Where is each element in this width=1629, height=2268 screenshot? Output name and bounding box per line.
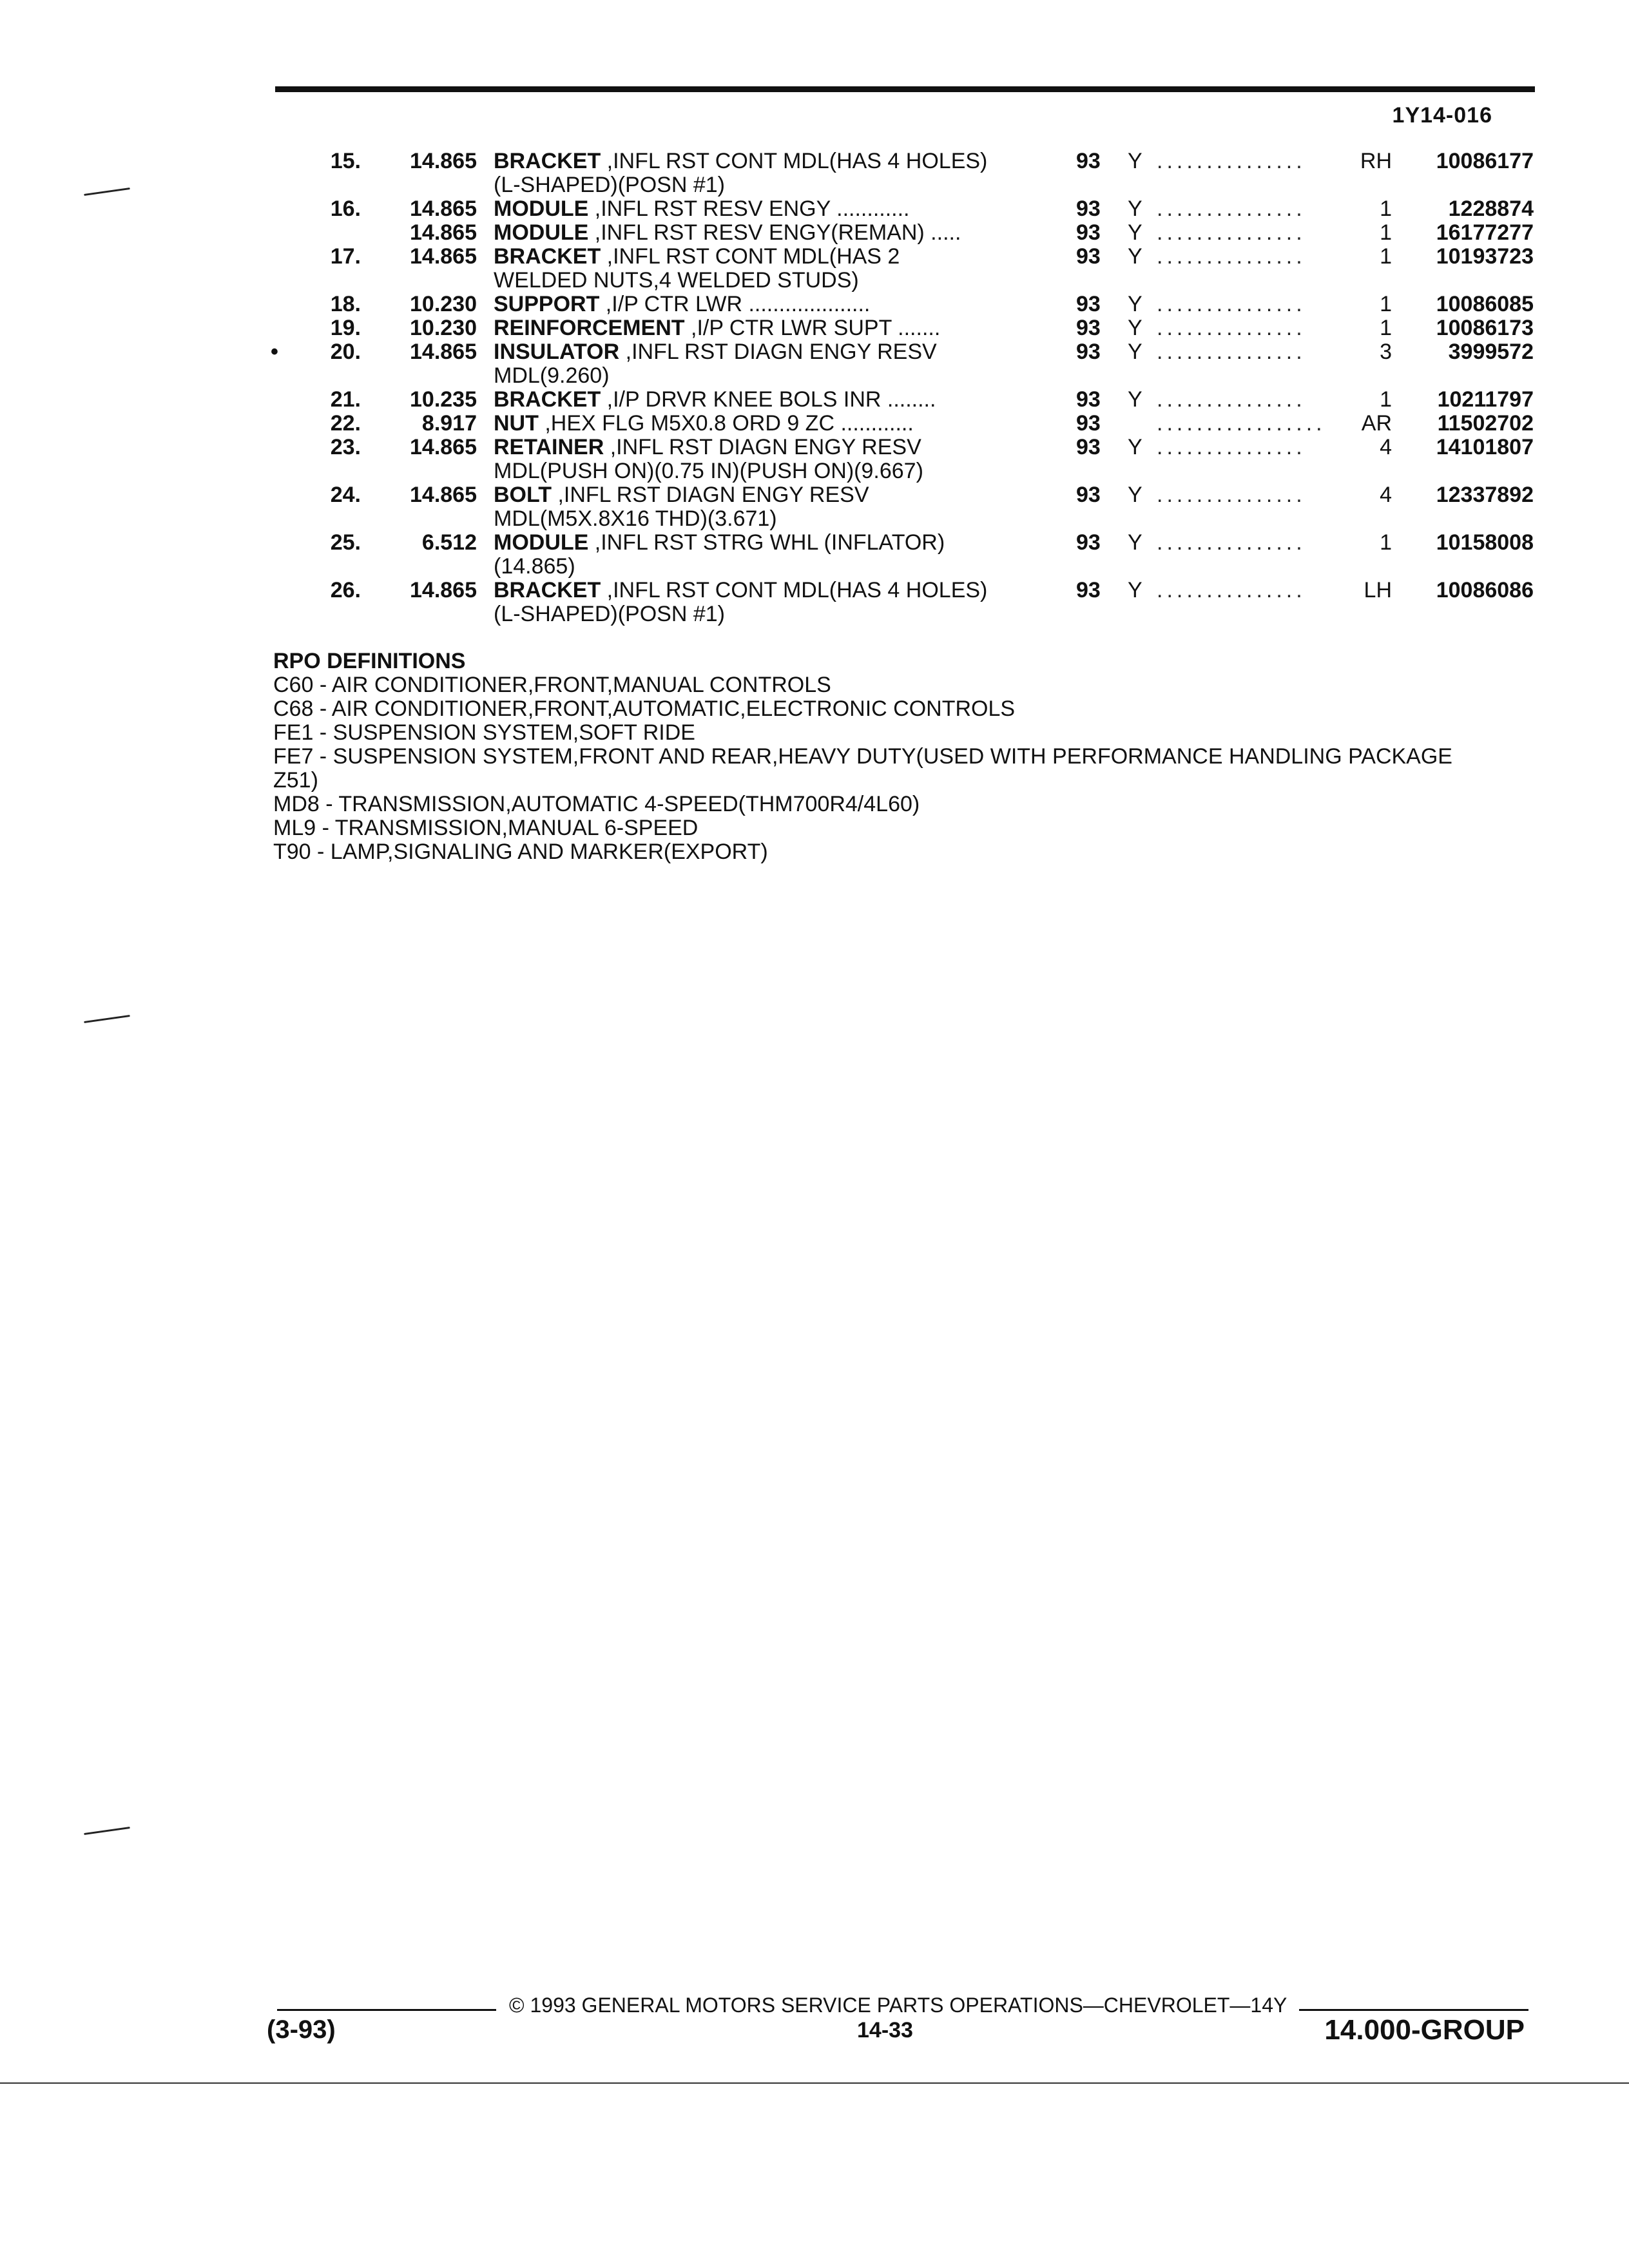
model-year: 93: [1076, 435, 1101, 459]
model-year: 93: [1076, 411, 1101, 436]
rpo-definition: FE7 - SUSPENSION SYSTEM,FRONT AND REAR,HEAVY DUTY(USED WITH PERFORMANCE HANDLING PACKAGE: [273, 744, 1452, 769]
parts-row: [284, 316, 1534, 340]
parts-row-continuation: [284, 459, 1534, 483]
group-number: 6.512: [421, 530, 477, 555]
group-number: 14.865: [410, 149, 477, 173]
part-number: 16177277: [1436, 220, 1534, 245]
footer-date: (3-93): [267, 2015, 336, 2044]
part-description: [494, 412, 1138, 436]
part-description: [494, 579, 1138, 602]
parts-row: [284, 197, 1534, 221]
quantity: 4: [1380, 483, 1392, 507]
dot-leader: ...............: [1157, 316, 1306, 340]
page-code: 1Y14-016: [1392, 103, 1492, 128]
quantity: 1: [1380, 197, 1392, 221]
part-description: [494, 340, 1138, 364]
part-detail: ,INFL RST DIAGN ENGY RESV: [619, 340, 937, 364]
parts-row: [284, 293, 1534, 316]
part-number: 10211797: [1437, 387, 1534, 412]
part-description-continued: (L-SHAPED)(POSN #1): [494, 173, 725, 197]
part-number: 10086173: [1436, 316, 1534, 340]
group-number: 10.235: [410, 387, 477, 412]
part-number: 10193723: [1436, 244, 1534, 269]
part-detail: ,I/P CTR LWR SUPT .......: [684, 316, 941, 340]
dot-leader: ...............: [1157, 197, 1306, 221]
rpo-definition: C68 - AIR CONDITIONER,FRONT,AUTOMATIC,ELECTRONIC CONTROLS: [273, 697, 1016, 721]
rpo-lines: [273, 673, 1536, 864]
y-flag: Y: [1128, 340, 1142, 364]
dot-leader: .................: [1157, 412, 1326, 436]
rpo-title: RPO DEFINITIONS: [273, 649, 466, 673]
y-flag: Y: [1128, 387, 1142, 412]
dot-leader: ...............: [1157, 245, 1306, 269]
parts-row: [284, 388, 1534, 412]
part-name: BOLT: [494, 483, 552, 507]
rpo-definition: C60 - AIR CONDITIONER,FRONT,MANUAL CONTROLS: [273, 673, 831, 697]
ref-number: 22.: [330, 411, 361, 436]
parts-row: [271, 340, 1534, 364]
part-detail: ,INFL RST CONT MDL(HAS 4 HOLES): [601, 579, 988, 602]
dot-leader: ...............: [1157, 436, 1306, 459]
ref-number: 16.: [330, 197, 361, 221]
part-name: MODULE: [494, 197, 589, 221]
part-description-continued: (14.865): [494, 555, 575, 579]
model-year: 93: [1076, 316, 1101, 340]
dot-leader: ...............: [1157, 388, 1306, 412]
parts-row: [284, 149, 1534, 173]
group-number: 10.230: [410, 292, 477, 316]
dot-leader: ...............: [1157, 579, 1306, 602]
y-flag: Y: [1128, 316, 1142, 340]
part-number: 3999572: [1448, 340, 1534, 364]
part-name: BRACKET: [494, 245, 601, 269]
parts-row-continuation: [284, 555, 1534, 579]
parts-row-continuation: [284, 269, 1534, 293]
model-year: 93: [1076, 244, 1101, 269]
ref-number: 23.: [330, 435, 361, 459]
parts-row-continuation: [284, 602, 1534, 626]
part-name: NUT: [494, 412, 539, 436]
part-description: [494, 316, 1138, 340]
part-description: [494, 531, 1138, 555]
group-number: 8.917: [421, 411, 477, 436]
footer-copyright: © 1993 GENERAL MOTORS SERVICE PARTS OPERATIONS—CHEVROLET—14Y: [509, 1994, 1287, 2017]
part-detail: ,INFL RST RESV ENGY ............: [588, 197, 910, 221]
ref-number: 20.: [330, 340, 361, 364]
quantity: RH: [1360, 149, 1392, 173]
header-rule: [275, 86, 1535, 92]
group-number: 14.865: [410, 244, 477, 269]
group-number: 14.865: [410, 578, 477, 602]
parts-row: [284, 221, 1534, 245]
part-detail: ,I/P DRVR KNEE BOLS INR ........: [601, 388, 936, 412]
model-year: 93: [1076, 578, 1101, 602]
ref-number: 25.: [330, 530, 361, 555]
dot-leader: ...............: [1157, 483, 1306, 507]
binder-hole-mark: [84, 1827, 130, 1835]
dot-leader: ...............: [1157, 293, 1306, 316]
group-number: 14.865: [410, 220, 477, 245]
y-flag: Y: [1128, 483, 1142, 507]
scan-edge-line: [0, 2082, 1629, 2084]
y-flag: Y: [1128, 197, 1142, 221]
dot-leader: ...............: [1157, 340, 1306, 364]
group-number: 14.865: [410, 340, 477, 364]
part-detail: ,INFL RST RESV ENGY(REMAN) .....: [588, 221, 961, 245]
ref-number: 19.: [330, 316, 361, 340]
quantity: 1: [1380, 220, 1392, 245]
ref-number: 15.: [330, 149, 361, 173]
part-detail: ,HEX FLG M5X0.8 ORD 9 ZC ............: [538, 412, 914, 436]
part-description-continued: (L-SHAPED)(POSN #1): [494, 602, 725, 626]
part-description: [494, 388, 1138, 412]
quantity: LH: [1364, 578, 1392, 602]
part-description: [494, 245, 1138, 269]
parts-row-continuation: [284, 364, 1534, 388]
quantity: 1: [1380, 530, 1392, 555]
part-name: SUPPORT: [494, 293, 600, 316]
part-description-continued: MDL(PUSH ON)(0.75 IN)(PUSH ON)(9.667): [494, 459, 923, 483]
quantity: 1: [1380, 292, 1392, 316]
y-flag: Y: [1128, 292, 1142, 316]
dot-leader: ...............: [1157, 221, 1306, 245]
quantity: 1: [1380, 387, 1392, 412]
part-number: 11502702: [1437, 411, 1534, 436]
part-description: [494, 436, 1138, 459]
quantity: AR: [1361, 411, 1392, 436]
part-number: 10086177: [1436, 149, 1534, 173]
part-detail: ,INFL RST DIAGN ENGY RESV: [552, 483, 869, 507]
dot-leader: ...............: [1157, 531, 1306, 555]
part-number: 1228874: [1448, 197, 1534, 221]
part-number: 10158008: [1436, 530, 1534, 555]
part-description: [494, 293, 1138, 316]
ref-number: 18.: [330, 292, 361, 316]
parts-list: [271, 149, 1534, 626]
part-name: REINFORCEMENT: [494, 316, 685, 340]
rpo-definition: T90 - LAMP,SIGNALING AND MARKER(EXPORT): [273, 840, 768, 864]
y-flag: Y: [1128, 435, 1142, 459]
parts-row: [284, 436, 1534, 459]
part-detail: ,INFL RST CONT MDL(HAS 2: [601, 245, 900, 269]
part-number: 10086086: [1436, 578, 1534, 602]
row-marker: •: [271, 340, 278, 364]
y-flag: Y: [1128, 244, 1142, 269]
quantity: 1: [1380, 316, 1392, 340]
model-year: 93: [1076, 387, 1101, 412]
binder-hole-mark: [84, 187, 130, 196]
part-name: INSULATOR: [494, 340, 620, 364]
ref-number: 17.: [330, 244, 361, 269]
part-description-continued: WELDED NUTS,4 WELDED STUDS): [494, 269, 859, 293]
part-detail: ,INFL RST STRG WHL (INFLATOR): [588, 531, 945, 555]
part-name: BRACKET: [494, 388, 601, 412]
group-number: 14.865: [410, 483, 477, 507]
part-name: RETAINER: [494, 436, 604, 459]
model-year: 93: [1076, 530, 1101, 555]
part-description-continued: MDL(9.260): [494, 364, 610, 388]
part-name: BRACKET: [494, 149, 601, 173]
parts-row: [284, 483, 1534, 507]
page-number: 14-33: [857, 2018, 913, 2042]
model-year: 93: [1076, 292, 1101, 316]
part-detail: ,I/P CTR LWR ....................: [599, 293, 871, 316]
model-year: 93: [1076, 197, 1101, 221]
part-number: 14101807: [1436, 435, 1534, 459]
group-number: 10.230: [410, 316, 477, 340]
parts-row: [284, 531, 1534, 555]
y-flag: Y: [1128, 220, 1142, 245]
parts-row: [284, 412, 1534, 436]
y-flag: Y: [1128, 530, 1142, 555]
part-description: [494, 221, 1138, 245]
rpo-definition: ML9 - TRANSMISSION,MANUAL 6-SPEED: [273, 816, 699, 840]
quantity: 1: [1380, 244, 1392, 269]
part-description: [494, 197, 1138, 221]
ref-number: 21.: [330, 387, 361, 412]
part-name: MODULE: [494, 531, 589, 555]
part-name: BRACKET: [494, 579, 601, 602]
quantity: 4: [1380, 435, 1392, 459]
part-description-continued: MDL(M5X.8X16 THD)(3.671): [494, 507, 777, 531]
footer-rule-left: [277, 2009, 496, 2011]
part-number: 12337892: [1436, 483, 1534, 507]
part-number: 10086085: [1436, 292, 1534, 316]
model-year: 93: [1076, 149, 1101, 173]
part-description: [494, 149, 1138, 173]
rpo-definition: Z51): [273, 768, 318, 793]
rpo-definition: MD8 - TRANSMISSION,AUTOMATIC 4-SPEED(THM700R4/4L60): [273, 792, 920, 816]
rpo-definitions: [273, 649, 1536, 864]
footer-rule-right: [1299, 2009, 1528, 2011]
ref-number: 26.: [330, 578, 361, 602]
group-label: 14.000-GROUP: [1324, 2014, 1525, 2046]
model-year: 93: [1076, 220, 1101, 245]
parts-row: [284, 245, 1534, 269]
dot-leader: ...............: [1157, 149, 1306, 173]
ref-number: 24.: [330, 483, 361, 507]
part-name: MODULE: [494, 221, 589, 245]
binder-hole-mark: [84, 1015, 130, 1023]
model-year: 93: [1076, 340, 1101, 364]
y-flag: Y: [1128, 578, 1142, 602]
group-number: 14.865: [410, 197, 477, 221]
y-flag: Y: [1128, 149, 1142, 173]
part-description: [494, 483, 1138, 507]
part-detail: ,INFL RST DIAGN ENGY RESV: [604, 436, 921, 459]
part-detail: ,INFL RST CONT MDL(HAS 4 HOLES): [601, 149, 988, 173]
model-year: 93: [1076, 483, 1101, 507]
rpo-definition: FE1 - SUSPENSION SYSTEM,SOFT RIDE: [273, 720, 695, 745]
parts-row: [284, 579, 1534, 602]
group-number: 14.865: [410, 435, 477, 459]
parts-row-continuation: [284, 507, 1534, 531]
quantity: 3: [1380, 340, 1392, 364]
parts-row-continuation: [284, 173, 1534, 197]
